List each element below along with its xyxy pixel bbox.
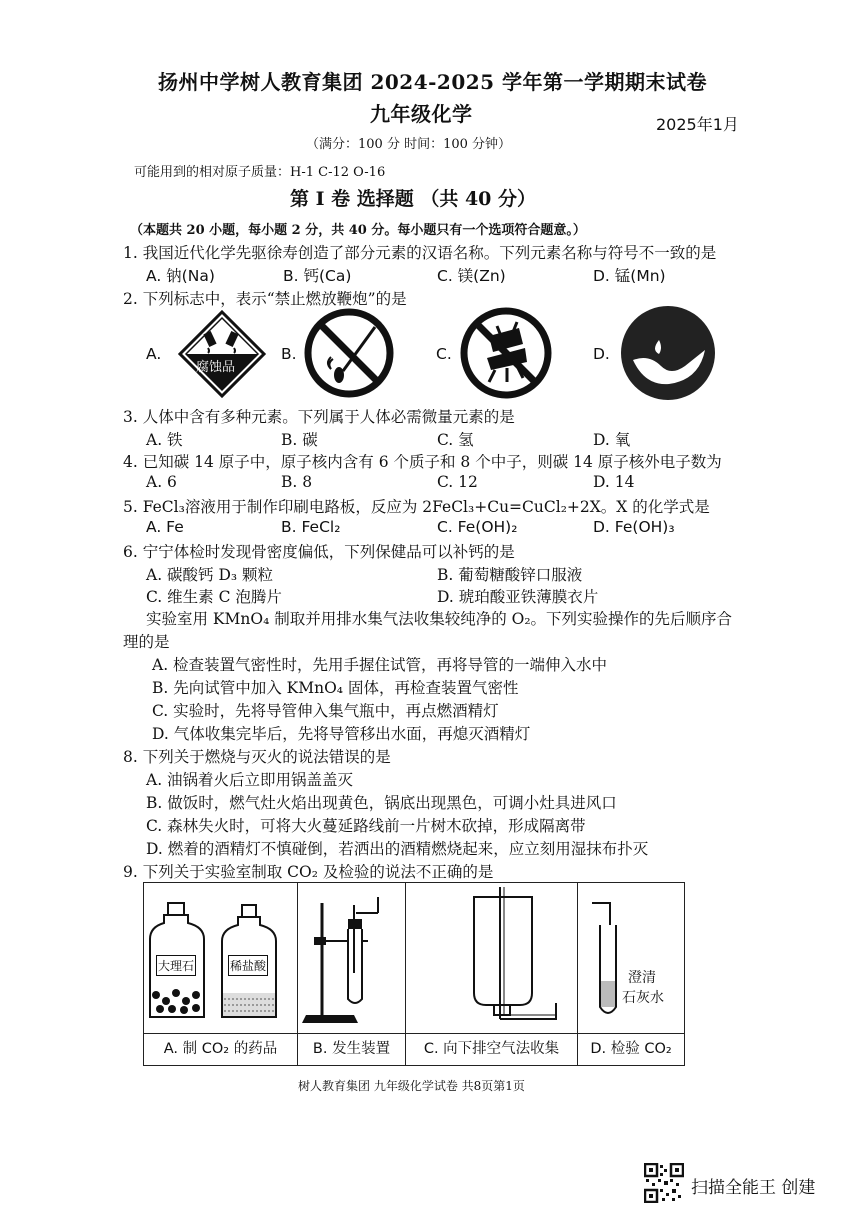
q7-option-d: D. 气体收集完毕后，先将导管移出水面，再熄灭酒精灯 xyxy=(152,725,531,743)
q1-option-c: C. 镁(Zn) xyxy=(437,267,506,285)
q6-option-c: C. 维生素 C 泡腾片 xyxy=(146,588,282,606)
collection-figure xyxy=(406,883,578,1034)
q1-option-b: B. 钙(Ca) xyxy=(283,267,352,285)
q7-option-a: A. 检查装置气密性时，先用手握住试管，再将导管的一端伸入水中 xyxy=(152,656,608,674)
q2-stem: 2. 下列标志中，表示“禁止燃放鞭炮”的是 xyxy=(123,290,407,308)
q3-option-d: D. 氧 xyxy=(593,431,631,449)
q4-stem: 4. 已知碳 14 原子中，原子核内含有 6 个质子和 8 个中子，则碳 14 原子核外电子数为 xyxy=(123,453,722,471)
q5-option-d: D. Fe(OH)₃ xyxy=(593,518,675,536)
q8-stem: 8. 下列关于燃烧与灭火的说法错误的是 xyxy=(123,748,391,766)
test-figure xyxy=(578,883,685,1034)
q4-option-b: B. 8 xyxy=(281,473,313,491)
no-firecrackers-sign-icon xyxy=(459,306,553,400)
q7-stem: 实验室用 KMnO₄ 制取并用排水集气法收集较纯净的 O₂。下列实验操作的先后顺序合 xyxy=(146,610,733,628)
reagents-figure xyxy=(144,883,298,1034)
section-title: 第 I 卷 选择题 （共 40 分） xyxy=(290,188,537,210)
q1-option-d: D. 锰(Mn) xyxy=(593,267,666,285)
q4-option-a: A. 6 xyxy=(146,473,177,491)
limewater-label-2: 石灰水 xyxy=(622,990,664,1006)
scanner-watermark: 扫描全能王 创建 xyxy=(691,1178,816,1198)
q8-option-d: D. 燃着的酒精灯不慎碰倒，若洒出的酒精燃烧起来，应立刻用湿抹布扑灭 xyxy=(146,840,649,858)
q6-option-b: B. 葡萄糖酸锌口服液 xyxy=(437,566,583,584)
q6-option-a: A. 碳酸钙 D₃ 颗粒 xyxy=(146,566,274,584)
caption-b: B. 发生装置 xyxy=(298,1034,406,1066)
q7-option-b: B. 先向试管中加入 KMnO₄ 固体，再检查装置气密性 xyxy=(152,679,519,697)
caption-c: C. 向下排空气法收集 xyxy=(406,1034,578,1066)
q2-option-b: B. xyxy=(281,345,297,363)
caption-a: A. 制 CO₂ 的药品 xyxy=(144,1034,298,1066)
q4-option-d: D. 14 xyxy=(593,473,635,491)
exam-subject: 九年级化学 xyxy=(370,102,473,126)
q3-option-c: C. 氢 xyxy=(437,431,474,449)
atomic-mass: 可能用到的相对原子质量：H-1 C-12 O-16 xyxy=(134,165,386,180)
q5-option-c: C. Fe(OH)₂ xyxy=(437,518,518,536)
water-saving-sign-icon xyxy=(619,304,717,402)
q8-option-c: C. 森林失火时，可将大火蔓延路线前一片树木砍掉，形成隔离带 xyxy=(146,817,586,835)
q3-option-a: A. 铁 xyxy=(146,431,183,449)
q7-stem-cont: 理的是 xyxy=(123,633,170,651)
q1-stem: 1. 我国近代化学先驱徐寿创造了部分元素的汉语名称。下列元素名称与符号不一致的是 xyxy=(123,244,717,262)
corrosive-sign-icon xyxy=(178,310,266,398)
qr-code-icon xyxy=(644,1163,684,1203)
q2-option-a: A. xyxy=(146,345,162,363)
q1-option-a: A. 钠(Na) xyxy=(146,267,215,285)
dilute-hcl-label: 稀盐酸 xyxy=(228,955,268,976)
exam-title: 扬州中学树人教育集团 2024-2025 学年第一学期期末试卷 xyxy=(158,70,708,94)
q6-stem: 6. 宁宁体检时发现骨密度偏低，下列保健品可以补钙的是 xyxy=(123,543,515,561)
q2-option-d: D. xyxy=(593,345,610,363)
q5-stem: 5. FeCl₃溶液用于制作印刷电路板，反应为 2FeCl₃+Cu=CuCl₂+2X。X 的化学式是 xyxy=(123,498,710,516)
q8-option-a: A. 油锅着火后立即用锅盖盖灭 xyxy=(146,771,354,789)
page-footer: 树人教育集团 九年级化学试卷 共8页第1页 xyxy=(298,1079,525,1093)
score-time: （满分：100 分 时间：100 分钟） xyxy=(306,137,512,152)
q5-option-b: B. FeCl₂ xyxy=(281,518,341,536)
q4-option-c: C. 12 xyxy=(437,473,478,491)
q6-option-d: D. 琥珀酸亚铁薄膜衣片 xyxy=(437,588,599,606)
q7-option-c: C. 实验时，先将导管伸入集气瓶中，再点燃酒精灯 xyxy=(152,702,499,720)
caption-d: D. 检验 CO₂ xyxy=(578,1034,685,1066)
generator-figure xyxy=(298,883,406,1034)
corrosive-sign-label: 腐蚀品 xyxy=(196,360,236,375)
q3-stem: 3. 人体中含有多种元素。下列属于人体必需微量元素的是 xyxy=(123,408,515,426)
q2-option-c: C. xyxy=(436,345,452,363)
marble-label: 大理石 xyxy=(156,955,196,976)
q9-stem: 9. 下列关于实验室制取 CO₂ 及检验的说法不正确的是 xyxy=(123,863,494,881)
limewater-label-1: 澄清 xyxy=(628,970,656,986)
section-note: （本题共 20 小题，每小题 2 分，共 40 分。每小题只有一个选项符合题意。） xyxy=(130,223,586,238)
exam-date: 2025年1月 xyxy=(656,115,739,134)
q3-option-b: B. 碳 xyxy=(281,431,318,449)
co2-apparatus-table xyxy=(143,882,685,1066)
q8-option-b: B. 做饭时，燃气灶火焰出现黄色，锅底出现黑色，可调小灶具进风口 xyxy=(146,794,617,812)
no-fireworks-sign-icon xyxy=(303,307,395,399)
q5-option-a: A. Fe xyxy=(146,518,184,536)
